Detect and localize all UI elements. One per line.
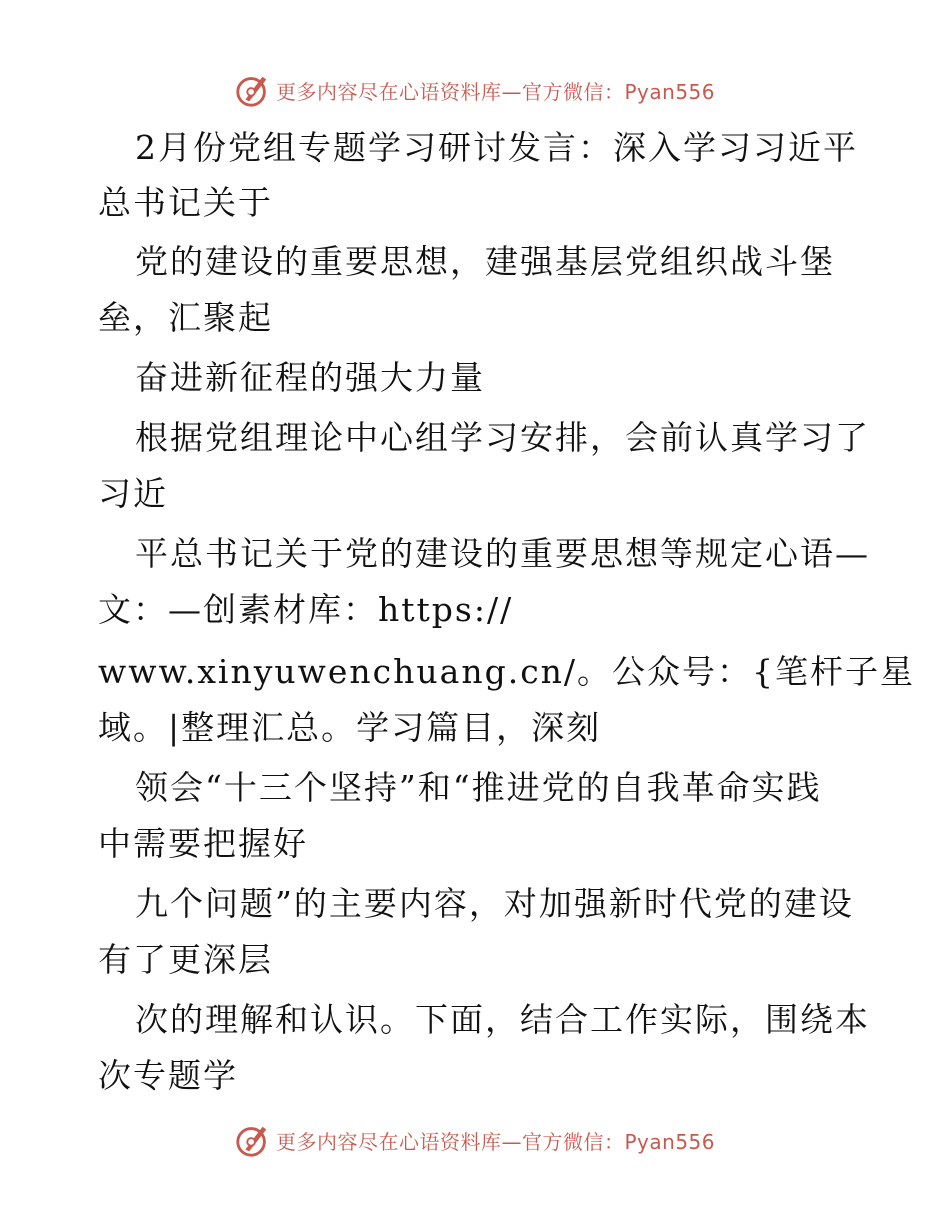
text-line: 党的建设的重要思想，建强基层党组织战斗堡 [135,242,835,281]
footer-watermark-banner [0,1118,950,1162]
text-line: 次专题学 [98,1056,238,1095]
quill-logo-icon [234,1121,272,1159]
text-line: 文：—创素材库：https:// [98,590,514,629]
text-line: 根据党组理论中心组学习安排，会前认真学习了 [135,418,870,457]
text-line: 有了更深层 [98,940,273,979]
watermark-text: 更多内容尽在心语资料库—官方微信：Pyan556 [276,1129,716,1154]
text-line: 次的理解和认识。下面，结合工作实际，围绕本 [135,1000,870,1039]
text-line: 习近 [98,474,168,513]
text-line: 垒，汇聚起 [98,298,273,337]
text-line: 领会“十三个坚持”和“推进党的自我革命实践 [135,768,822,807]
quill-logo-icon [234,71,272,109]
text-line: 域。|整理汇总。学习篇目，深刻 [98,708,602,747]
text-line: 中需要把握好 [98,824,308,863]
watermark-text: 更多内容尽在心语资料库—官方微信：Pyan556 [276,79,716,104]
text-line: 奋进新征程的强大力量 [135,358,485,397]
text-line: 总书记关于 [98,183,273,222]
text-line: 平总书记关于党的建设的重要思想等规定心语— [135,534,870,573]
text-line: www.xinyuwenchuang.cn/。公众号：{笔杆子星 [98,652,916,691]
text-line: 2月份党组专题学习研讨发言：深入学习习近平 [135,128,858,167]
text-line: 九个问题”的主要内容，对加强新时代党的建设 [135,884,854,923]
header-watermark-banner [0,68,950,112]
